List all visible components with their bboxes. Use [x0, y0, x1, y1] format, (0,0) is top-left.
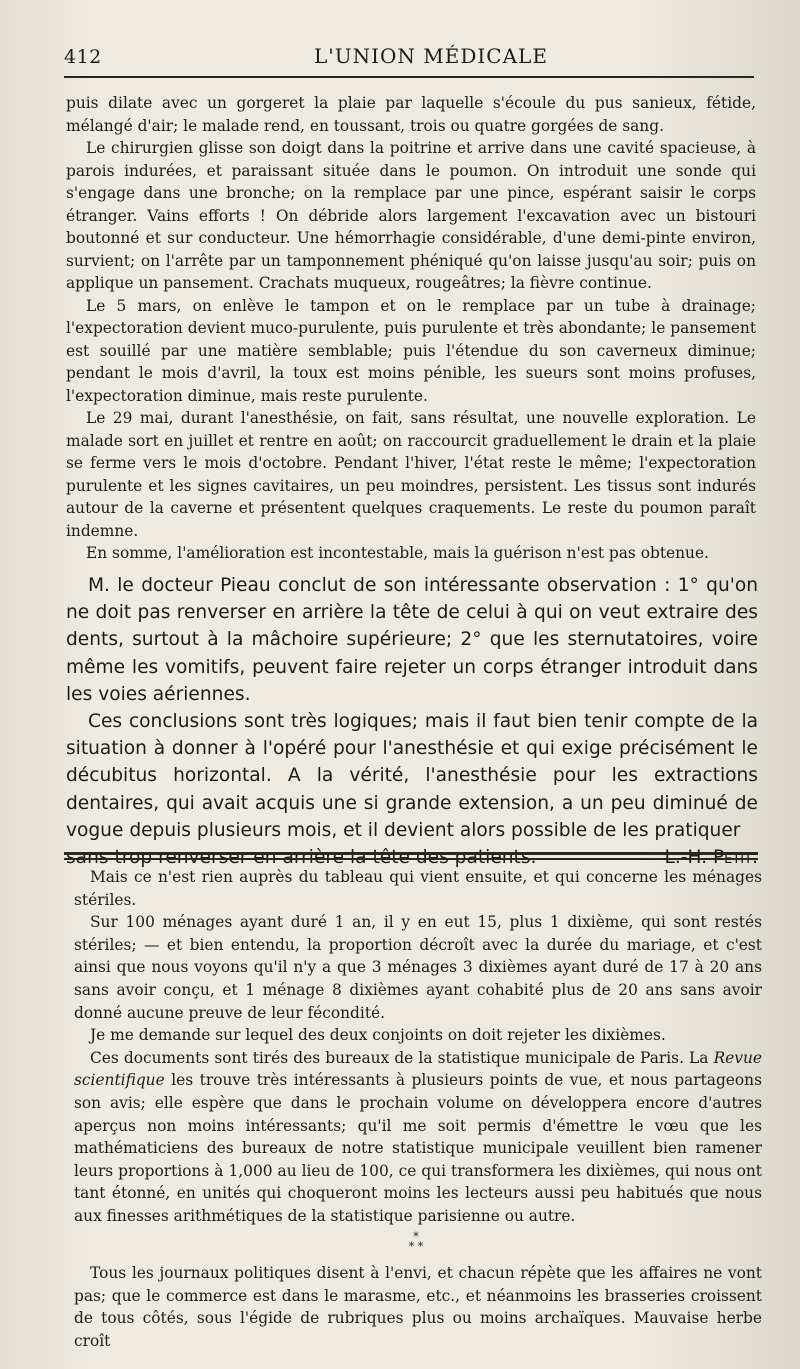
paragraph: Mais ce n'est rien auprès du tableau qui vient ensuite, et qui concerne les ménages stériles. — [74, 868, 762, 909]
page-header — [64, 42, 754, 72]
conclusion-text — [66, 572, 758, 871]
paragraph: Sur 100 ménages ayant duré 1 an, il y en eut 15, plus 1 dixième, qui sont restés stériles; — et bien entendu, la proportion décroît avec la durée du mariage, et c'est ainsi que nous voyons qu'il n'y a que 3 ménages 3 dixièmes ayant duré de 17 à 20 ans sans avoir conçu, et 1 ménage 8 dixièmes ayant cohabité plus de 20 ans sans avoir donné aucune preuve de leur fécondité. — [74, 913, 762, 1022]
final-text — [74, 1262, 762, 1352]
paragraph: M. le docteur Pieau conclut de son intéressante observation : 1° qu'on ne doit pas renverser en arrière la tête de celui à qui on veut extraire des dents, surtout à la mâchoire supérieure; 2° que les sternutatoires, voire même les vomitifs, peuvent faire rejeter un corps étranger introduit dans les voies aériennes. — [66, 575, 758, 705]
journal-title: Revue scientifique — [74, 1048, 762, 1090]
column-text — [74, 866, 762, 1228]
paragraph: Le 5 mars, on enlève le tampon et on le remplace par un tube à drainage; l'expectoration devient muco-purulente, puis purulente et très abondante; le pansement est souillé par une matière semblable; puis l'étendue du son caverneux diminue; pendant le mois d'avril, la toux est moins pénible, les sueurs sont moins profuses, l'expectoration diminue, mais reste purulente. — [66, 296, 756, 405]
paragraph: Tous les journaux politiques disent à l'envi, et chacun répète que les affaires ne vont pas; que le commerce est dans le marasme, etc., et néanmoins les brasseries croissent de tous côtés, sous l'égide de rubriques plus ou moins archaïques. Mauvaise herbe croît — [74, 1264, 762, 1350]
section-divider — [64, 852, 758, 860]
paragraph: Le chirurgien glisse son doigt dans la poitrine et arrive dans une cavité spacieuse, à parois indurées, et paraissant située dans le poumon. On introduit une sonde qui s'engage dans une bronche; on la remplace par une pince, espérant saisir le corps étranger. Vains efforts ! On débride alors largement l'excavation avec un bistouri boutonné et sur conducteur. Une hémorrhagie considérable, d'une demi-pinte environ, survient; on l'arrête par un tamponnement phéniqué qu'on laisse jusqu'au soir; puis on applique un pansement. Crachats muqueux, rougeâtres; la fièvre continue. — [66, 139, 756, 292]
paragraph-rest: les trouve très intéressants à plusieurs points de vue, et nous partageons son avis; elle espère que dans le prochain volume on développera encore d'autres aperçus non moins intéressants; qu'il me soit permis d'émettre le vœu que les mathématiciens des bureaux de notre statistique municipale veuillent bien ramener leurs proportions à 1,000 au lieu de 100, ce qui transformera les dixièmes, qui nous ont tant étonné, en unités qui choqueront moins les lecteurs aussi peu habitués que nous aux finesses arithmétiques de la statistique parisienne ou autre. — [74, 1071, 762, 1225]
asterism — [396, 1232, 436, 1252]
paragraph: En somme, l'amélioration est incontestable, mais la guérison n'est pas obtenue. — [86, 544, 709, 562]
asterism-top: * — [413, 1230, 419, 1243]
case-report-text — [66, 92, 756, 565]
paragraph: Ces conclusions sont très logiques; mais il faut bien tenir compte de la situation à donner à l'opéré pour l'anesthésie et qui exige précisément le décubitus horizontal. A la vérité, l'anesthésie pour les extractions dentaires, qui avait acquis une si grande extension, a un peu diminué de vogue depuis plusieurs mois, et il devient alors possible de les pratiquer — [66, 711, 758, 841]
paragraph: Le 29 mai, durant l'anesthésie, on fait, sans résultat, une nouvelle exploration. Le malade sort en juillet et rentre en août; on raccourcit graduellement le drain et la plaie se ferme vers le mois d'octobre. Pendant l'hiver, l'état reste le même; l'expectoration purulente et les signes cavitaires, un peu moindres, persistent. Les tissus sont indurés autour de la caverne et présentent quelques craquements. Le reste du poumon paraît indemne. — [66, 409, 756, 540]
author-signature: L.-H. Petit. — [664, 847, 758, 869]
asterism-bottom: * * — [408, 1240, 424, 1253]
paragraph: Je me demande sur lequel des deux conjoints on doit rejeter les dixièmes. — [90, 1026, 666, 1045]
paragraph — [74, 1047, 762, 1228]
paragraph: puis dilate avec un gorgeret la plaie par laquelle s'écoule du pus sanieux, fétide, mélangé d'air; le malade rend, en toussant, trois ou quatre gorgées de sang. — [66, 94, 756, 135]
page-number: 412 — [64, 46, 102, 68]
paragraph-start: Ces documents sont tirés des bureaux de la statistique municipale de Paris. La — [90, 1048, 709, 1067]
closing-line: sans trop renverser en arrière la tête des patients. — [66, 847, 537, 869]
running-title: L'UNION MÉDICALE — [314, 44, 548, 68]
header-rule — [64, 76, 754, 78]
